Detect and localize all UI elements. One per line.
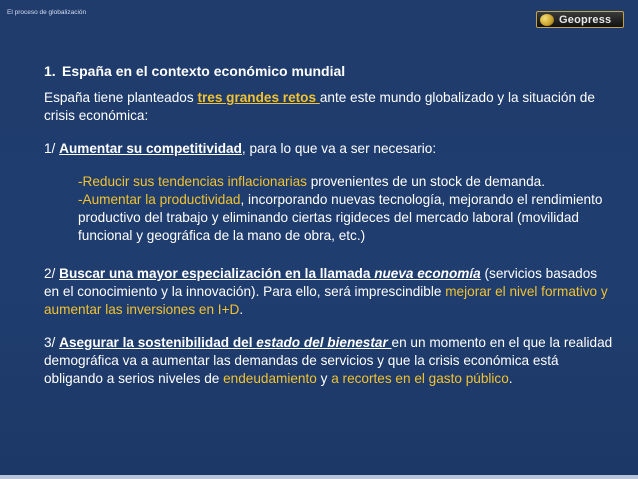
- subitem-1-text: provenientes de un stock de demanda.: [306, 174, 546, 189]
- geopress-logo: [536, 11, 624, 28]
- point-2-heading-italic: nueva economía: [374, 266, 481, 281]
- slide-content: [44, 62, 614, 388]
- intro-text-1: España tiene planteados: [44, 90, 198, 105]
- globe-icon: [540, 14, 554, 26]
- section-title-text: España en el contexto económico mundial: [62, 63, 346, 79]
- intro-text-2: ante este mundo globalizado y la situación de crisis económica:: [44, 90, 595, 123]
- point-3: [44, 334, 614, 388]
- point-3-text-3: .: [508, 371, 513, 386]
- header-label: El proceso de globalización: [7, 9, 87, 16]
- intro-paragraph: [44, 89, 614, 125]
- section-title: [44, 62, 614, 80]
- subitem-2-text: , incorporando nuevas tecnología, mejorando el rendimiento productivo del trabajo y eliminando ciertas rigideces del mercado laboral (movilidad funcional y geográfica de la mano de obra, etc.): [78, 192, 603, 243]
- intro-highlight: tres grandes retos: [197, 90, 320, 105]
- point-3-highlight-1: endeudamiento: [223, 371, 317, 386]
- logo-text: Geopress: [559, 13, 612, 26]
- point-2-text-2: .: [239, 302, 244, 317]
- point-3-prefix: 3/: [44, 335, 60, 350]
- point-2-prefix: 2/: [44, 266, 60, 281]
- point-3-heading-italic: estado del bienestar: [256, 335, 392, 350]
- point-3-heading: Asegurar la sostenibilidad del: [59, 335, 257, 350]
- point-2-highlight: mejorar el nivel formativo y aumentar las inversiones en I+D: [44, 284, 608, 317]
- point-3-highlight-2: a recortes en el gasto público: [331, 371, 509, 386]
- subitem-2-highlight: -Aumentar la productividad: [78, 192, 241, 207]
- point-3-text-1: en un momento en el que la realidad demográfica va a aumentar las demandas de servicios y que la crisis económica está obligando a serios niveles de: [44, 335, 613, 386]
- bottom-bar: [0, 475, 638, 479]
- point-1-subitems: [78, 173, 614, 245]
- point-1: [44, 140, 614, 158]
- point-1-subitem-2: [78, 191, 614, 245]
- point-2-heading: Buscar una mayor especialización en la llamada: [59, 266, 375, 281]
- subitem-1-highlight: -Reducir sus tendencias inflacionarias: [78, 174, 307, 189]
- point-3-text-2: y: [316, 371, 332, 386]
- point-1-heading: Aumentar su competitividad: [59, 141, 242, 156]
- point-2: [44, 265, 614, 319]
- point-1-rest: , para lo que va a ser necesario:: [241, 141, 437, 156]
- section-number: 1.: [44, 63, 56, 79]
- point-1-prefix: 1/: [44, 141, 60, 156]
- point-2-text-1: (servicios basados en el conocimiento y la innovación). Para ello, será imprescindible: [44, 266, 598, 299]
- point-1-subitem-1: [78, 173, 614, 191]
